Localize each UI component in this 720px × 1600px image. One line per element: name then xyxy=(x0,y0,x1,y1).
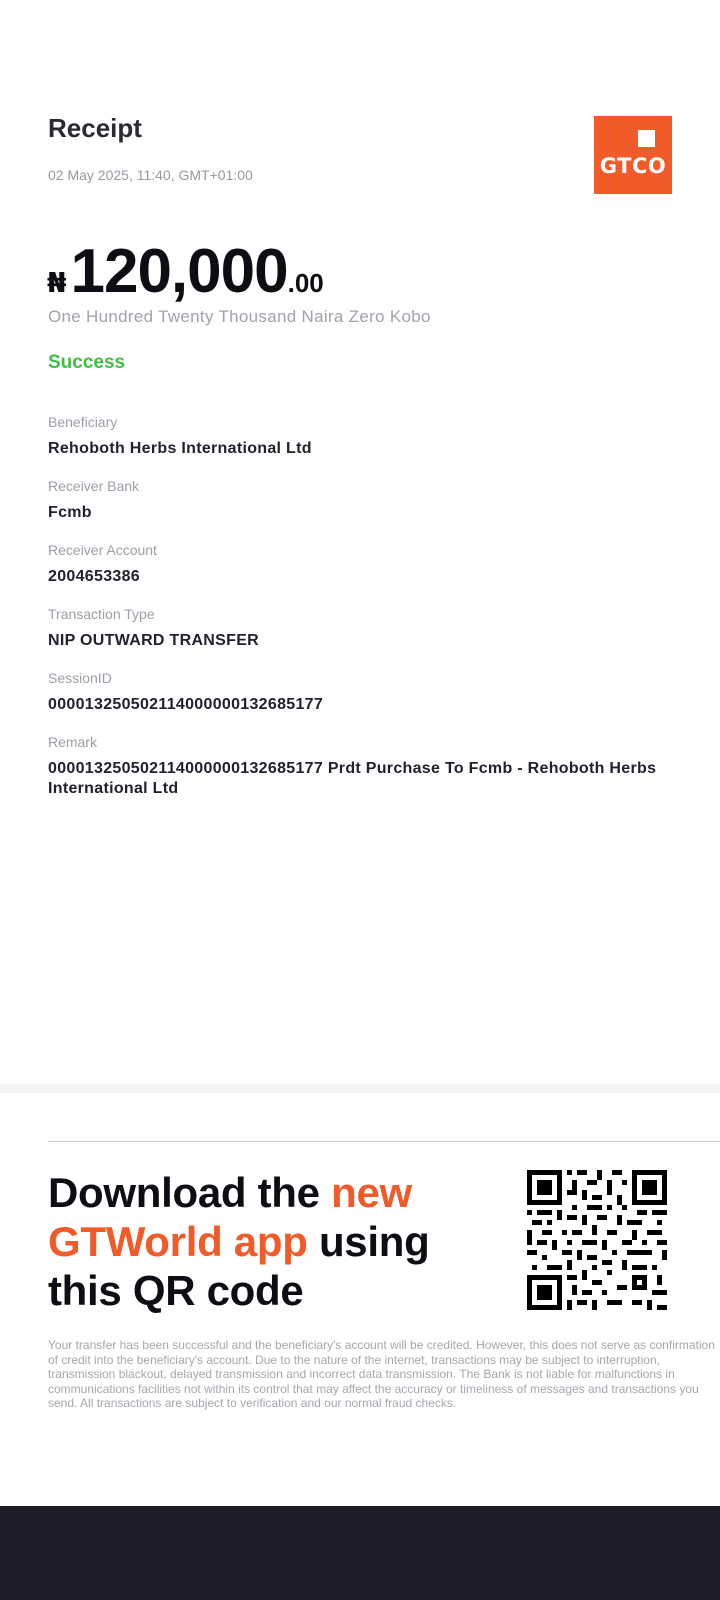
app-download-promo xyxy=(48,1168,468,1315)
gtco-logo xyxy=(594,116,672,194)
detail-label: Receiver Account xyxy=(48,542,157,558)
qr-code-icon[interactable] xyxy=(527,1170,667,1310)
status-badge: Success xyxy=(48,352,126,373)
detail-receiver-bank xyxy=(48,478,708,523)
amount-decimal: .00 xyxy=(287,268,324,298)
detail-value: 000013250502114000000132685177 Prdt Purchase To Fcmb - Rehoboth Herbs International Ltd xyxy=(48,760,657,797)
footer-bar xyxy=(0,1506,720,1600)
detail-value: 2004653386 xyxy=(48,568,140,585)
section-divider-band xyxy=(0,1084,720,1093)
amount-in-words: One Hundred Twenty Thousand Naira Zero Kobo xyxy=(48,307,431,326)
detail-value: 000013250502114000000132685177 xyxy=(48,696,324,713)
promo-highlight: new GTWorld app xyxy=(48,1169,412,1265)
detail-value: Fcmb xyxy=(48,504,92,521)
detail-value: NIP OUTWARD TRANSFER xyxy=(48,632,260,649)
detail-value: Rehoboth Herbs International Ltd xyxy=(48,440,312,457)
logo-text: GTCO xyxy=(599,154,667,178)
amount xyxy=(47,236,324,307)
promo-text-end: using this QR code xyxy=(48,1218,430,1314)
detail-label: Receiver Bank xyxy=(48,478,140,494)
detail-beneficiary xyxy=(48,414,708,459)
detail-label: SessionID xyxy=(48,670,112,686)
detail-receiver-account xyxy=(48,542,708,587)
detail-label: Transaction Type xyxy=(48,606,155,622)
detail-label: Beneficiary xyxy=(48,414,118,430)
logo-square-icon xyxy=(638,130,655,147)
amount-whole: 120,000 xyxy=(70,237,288,306)
receipt-title: Receipt xyxy=(48,113,142,143)
detail-transaction-type xyxy=(48,606,708,651)
detail-label: Remark xyxy=(48,734,98,750)
promo-text: Download the xyxy=(48,1169,332,1216)
disclaimer-text: Your transfer has been successful and the beneficiary's account will be credited. However, this does not serve as confirmation of credit into the beneficiary's account. Due to the nature of the internet, transactions may be subject to interruption, transmission blackout, delayed transmission and incorrect data transmission. The Bank is not liable for malfunctions in communications facilities not within its control that may affect the accuracy or timeliness of messages and transactions you send. All transactions are subject to verification and our normal fraud checks. xyxy=(48,1338,715,1411)
receipt-timestamp: 02 May 2025, 11:40, GMT+01:00 xyxy=(48,167,253,183)
currency-symbol: ₦ xyxy=(47,266,67,299)
divider-line xyxy=(48,1141,720,1142)
detail-remark xyxy=(48,734,708,799)
detail-session-id xyxy=(48,670,708,715)
